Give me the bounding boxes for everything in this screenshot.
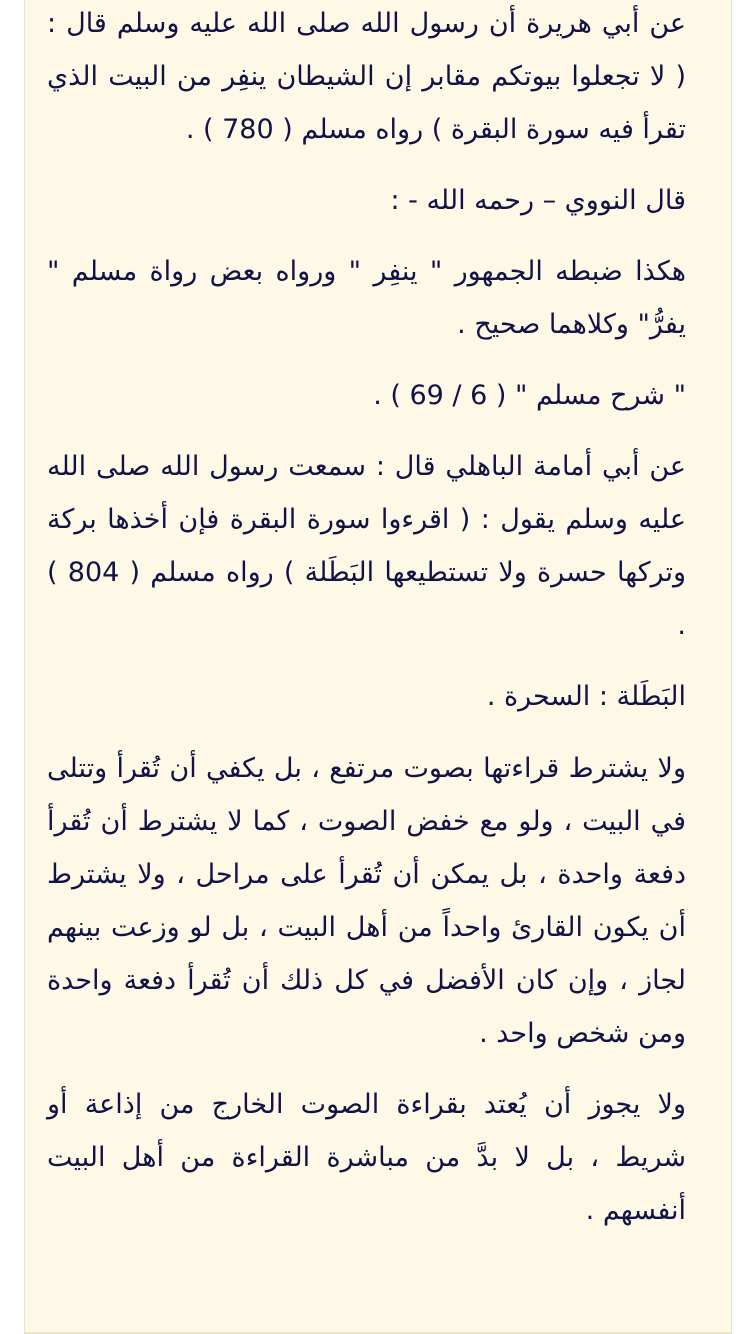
recording-ruling-paragraph: ولا يجوز أن يُعتد بقراءة الصوت الخارج من إذاعة أو شريط ، بل لا بدَّ من مباشرة القراءة من أهل البيت أنفسهم . [47, 1089, 686, 1226]
term-definition: البَطَلة : السحرة . [486, 681, 686, 712]
document-page [24, 0, 732, 1334]
article-body [47, 0, 686, 1237]
nawawi-commentary-paragraph: هكذا ضبطه الجمهور " ينفِر " ورواه بعض رواة مسلم " يفرُّ" وكلاهما صحيح . [47, 256, 686, 340]
hadith-paragraph-abu-umamah: عن أبي أمامة الباهلي قال : سمعت رسول الله صلى الله عليه وسلم يقول : ( اقرءوا سورة البقرة فإن أخذها بركة وتركها حسرة ولا تستطيعها البَطَلة ) رواه مسلم ( 804 ) . [47, 451, 686, 641]
source-reference: " شرح مسلم " ( 6 / 69 ) . [373, 380, 686, 411]
hadith-paragraph-abu-hurairah: عن أبي هريرة أن رسول الله صلى الله عليه وسلم قال : ( لا تجعلوا بيوتكم مقابر إن الشيطان ينفِر من البيت الذي تقرأ فيه سورة البقرة ) رواه مسلم ( 780 ) . [47, 8, 686, 145]
recitation-conditions-paragraph: ولا يشترط قراءتها بصوت مرتفع ، بل يكفي أن تُقرأ وتتلى في البيت ، ولو مع خفض الصوت ، كما لا يشترط أن تُقرأ دفعة واحدة ، بل يمكن أن تُقرأ على مراحل ، ولا يشترط أن يكون القارئ واحداً من أهل البيت ، بل لو وزعت بينهم لجاز ، وإن كان الأفضل في كل ذلك أن تُقرأ دفعة واحدة ومن شخص واحد . [47, 753, 686, 1049]
nawawi-heading: قال النووي – رحمه الله - : [390, 185, 686, 216]
